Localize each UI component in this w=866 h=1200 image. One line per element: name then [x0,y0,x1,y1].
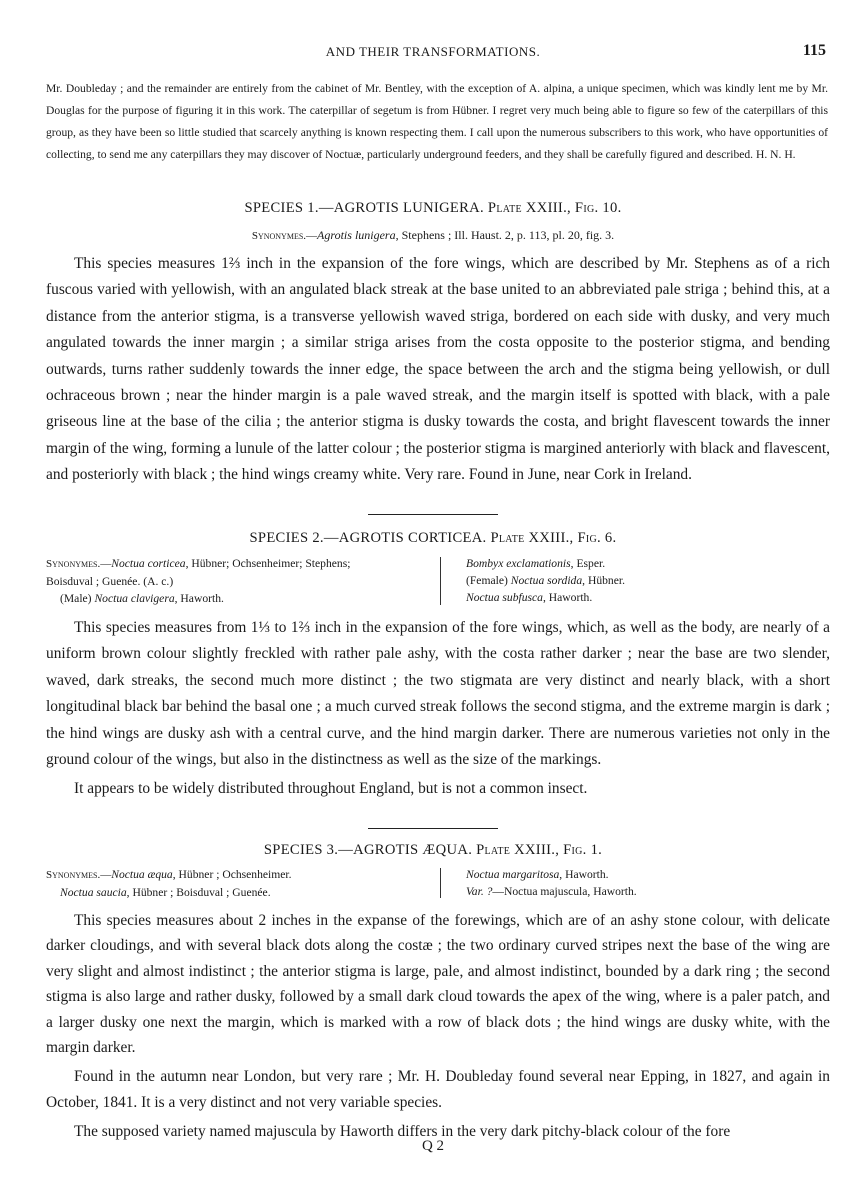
species-2-description: This species measures from 1⅓ to 1⅔ inch in the expansion of the fore wings, which, as well as the body, are nearly of a uniform brown colour slightly freckled with rather pale ashy, with the costa rather darker ; near the base are two slender, waved, dark streaks, the second much more distinct ; the two stigmata are very distinct and nearly black, with a short longitudinal black bar behind the basal one ; a much curved streak follows the second stigma, and the extreme margin is dark ; the hind wings are dusky ash with a central curve, and the hind margin darker. There are numerous varieties not only in the ground colour of the wings, but also in the distinctness as well as the size of the markings. [46,619,830,769]
species-3-description: This species measures about 2 inches in the expanse of the forewings, which are of an ashy stone colour, with delicate darker cloudings, and with several black dots along the costæ ; the two ordinary curved stripes next the base of the wing are very slight and almost indistinct ; the anterior stigma is large, pale, and almost indistinct, bounded by a dark ring ; the second stigma is also large and rather dusky, followed by a small dark cloud towards the apex of the wing, where is a paler patch, and a larger dusky one next the margin, which is marked with a row of black dots ; the hind wings are dusky white, with the margin darker. [46,912,830,1057]
synonym-reference: , Hübner; Ochsenheimer; Stephens; [185,557,351,570]
species-1-description: This species measures 1⅔ inch in the expansion of the fore wings, which are described by Mr. Stephens as of a rich fuscous varied with yellowish, with an angulated black streak at the base united to an abbreviated pale striga ; behind this, at a distance from the anterior stigma, is a transverse yellowish waved striga, bordered on each side with dusky, and very much angulated towards the inner margin ; a similar striga arises from the costa opposite to the posterior stigma, and bending outwards, turns rather suddenly towards the inner edge, the space between the arch and the stigma being yellowish, or dull ochraceous brown ; near the hinder margin is a pale waved streak, and the margin itself is spotted with black, with a pale griseous line at the base of the cilia ; the anterior stigma is dusky towards the costa, and bright flavescent towards the inner margin of the wing, forming a lunule of the latter colour ; the posterior stigma is margined anteriorly with black and flavescent, and posteriorly with black ; the hind wings creamy white. Very rare. Found in June, near Cork in Ireland. [46,255,830,484]
species-1-title: SPECIES 1.—AGROTIS LUNIGERA. [244,200,484,216]
synonym-name: Noctua sordida [510,574,583,587]
signature-mark: Q 2 [421,1138,445,1154]
synonym-line [466,883,637,900]
synonym-name: Noctua subfusca [466,591,543,604]
synonym-line [466,589,625,606]
synonym-variety: Var. ? [466,885,493,898]
species-3-synonyms-left [46,866,292,901]
page-number: 115 [802,42,826,59]
species-3-title: SPECIES 3.—AGROTIS ÆQUA. [263,842,473,858]
species-3-plate: Plate XXIII., Fig. 1. [476,842,603,858]
synonyms-divider [440,868,441,898]
species-3-heading [0,842,866,859]
synonym-name: Noctua clavigera [94,592,175,605]
synonyms-label: Synonymes.— [46,869,112,881]
synonym-line [466,555,625,572]
synonym-reference: , Haworth. [542,591,593,604]
species-2-title: SPECIES 2.—AGROTIS CORTICEA. [249,530,487,546]
synonym-name: Noctua æqua [111,868,173,881]
synonym-reference: , Hübner ; Ochsenheimer. [172,868,292,881]
species-3-body [46,908,830,1145]
running-head: AND THEIR TRANSFORMATIONS. [325,44,541,59]
species-2-heading [0,530,866,547]
species-3-variety: The supposed variety named majuscula by Haworth differs in the very dark pitchy-black colour of the fore [74,1123,731,1141]
synonyms-label: Synonymes.— [251,230,318,242]
synonym-reference: , Hübner ; Boisduval ; Guenée. [126,886,271,899]
synonym-reference: , Hübner. [582,574,625,587]
species-2-synonyms-right [466,555,625,606]
species-1-heading [0,200,866,217]
synonym-line [46,884,292,901]
species-1-synonyms [0,228,866,243]
synonym-line [46,590,350,607]
species-2-synonyms-left [46,555,350,607]
synonym-line [466,572,625,589]
synonym-line [466,866,637,883]
synonym-name: Noctua corticea [111,557,186,570]
synonym-line [46,866,292,884]
synonym-name: Noctua margaritosa [466,868,560,881]
synonym-name: Agrotis lunigera [317,228,396,242]
species-2-plate: Plate XXIII., Fig. 6. [490,530,617,546]
species-2-distribution: It appears to be widely distributed throughout England, but is not a common insect. [74,780,588,798]
species-1-plate: Plate XXIII., Fig. 10. [487,200,622,216]
section-divider [368,828,498,829]
synonym-reference: —Noctua majuscula, Haworth. [492,885,637,898]
synonym-sex: (Female) [466,574,511,587]
intro-paragraph: Mr. Doubleday ; and the remainder are entirely from the cabinet of Mr. Bentley, with the exception of A. alpina, a unique specimen, which was kindly lent me by Mr. Douglas for the purpose of figuring it in this work. The caterpillar of segetum is from Hübner. I regret very much being able to figure so few of the caterpillars of this group, as they have been so little studied that scarcely anything is known respecting them. I call upon the numerous subscribers to this work, who have opportunities of collecting, to send me any caterpillars they may discover of Noctuæ, particularly underground feeders, and they shall be carefully figured and described. H. N. H. [46,82,828,161]
species-2-body [46,615,830,803]
synonym-line: Boisduval ; Guenée. (A. c.) [46,575,174,588]
synonym-name: Bombyx exclamationis [466,557,571,570]
section-divider [368,514,498,515]
synonym-reference: , Haworth. [559,868,609,881]
synonyms-label: Synonymes.— [46,558,112,570]
synonym-reference: , Stephens ; Ill. Haust. 2, p. 113, pl. 20, fig. 3. [395,228,615,242]
species-3-synonyms-right [466,866,637,900]
synonyms-divider [440,557,441,605]
synonym-reference: , Esper. [570,557,606,570]
species-1-body [46,251,830,489]
synonym-reference: , Haworth. [174,592,224,605]
synonym-sex: (Male) [60,592,95,605]
synonym-line [46,555,350,573]
species-3-distribution: Found in the autumn near London, but very rare ; Mr. H. Doubleday found several near Epping, in 1827, and again in October, 1841. It is a very distinct and not very variable species. [46,1068,830,1111]
synonym-name: Noctua saucia [60,886,127,899]
